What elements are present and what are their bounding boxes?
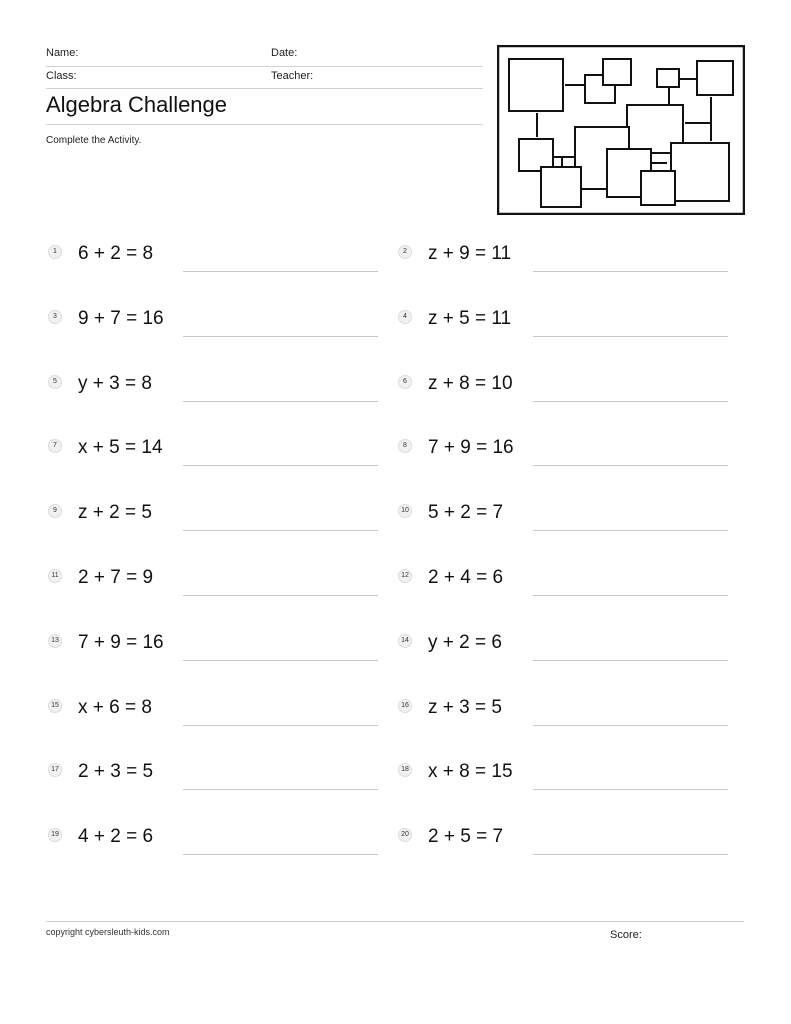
instructions: Complete the Activity. [46, 135, 142, 146]
problem-number: 19 [48, 828, 62, 842]
problem-item [48, 761, 408, 801]
problem-equation: x + 5 = 14 [78, 437, 163, 458]
answer-line[interactable] [533, 595, 728, 596]
problem-equation: x + 8 = 15 [428, 761, 513, 782]
problem-equation: z + 9 = 11 [428, 243, 512, 264]
problem-number: 16 [398, 699, 412, 713]
problem-number: 3 [48, 310, 62, 324]
connected-squares-illustration [497, 45, 745, 215]
answer-line[interactable] [183, 789, 378, 790]
problem-number: 10 [398, 504, 412, 518]
footer-divider [46, 921, 744, 922]
score-label: Score: [610, 929, 642, 941]
date-label: Date: [271, 47, 298, 59]
answer-line[interactable] [183, 530, 378, 531]
problem-number: 8 [398, 439, 412, 453]
problem-equation: 2 + 4 = 6 [428, 567, 504, 588]
problem-item [48, 826, 408, 866]
problem-number: 6 [398, 375, 412, 389]
problem-item [398, 826, 758, 866]
problem-number: 11 [48, 569, 62, 583]
problem-equation: 2 + 7 = 9 [78, 567, 154, 588]
problem-item [48, 567, 408, 607]
problem-item [398, 567, 758, 607]
answer-line[interactable] [533, 336, 728, 337]
answer-line[interactable] [183, 725, 378, 726]
problem-number: 17 [48, 763, 62, 777]
class-field-line[interactable] [46, 88, 483, 89]
problem-item [398, 502, 758, 542]
copyright-text: copyright cybersleuth-kids.com [46, 927, 170, 937]
problem-item [398, 761, 758, 801]
problem-item [48, 308, 408, 348]
problem-number: 20 [398, 828, 412, 842]
problem-equation: x + 6 = 8 [78, 697, 152, 718]
problem-item [48, 502, 408, 542]
problem-number: 15 [48, 699, 62, 713]
answer-line[interactable] [183, 660, 378, 661]
answer-line[interactable] [533, 660, 728, 661]
problem-equation: 4 + 2 = 6 [78, 826, 154, 847]
problem-number: 13 [48, 634, 62, 648]
answer-line[interactable] [183, 271, 378, 272]
problem-number: 4 [398, 310, 412, 324]
answer-line[interactable] [183, 336, 378, 337]
problem-equation: 2 + 5 = 7 [428, 826, 504, 847]
problem-equation: 6 + 2 = 8 [78, 243, 154, 264]
problem-item [398, 632, 758, 672]
problem-number: 9 [48, 504, 62, 518]
answer-line[interactable] [533, 854, 728, 855]
problem-item [398, 308, 758, 348]
problem-item [398, 243, 758, 283]
problem-item [398, 697, 758, 737]
problem-item [48, 243, 408, 283]
problem-item [48, 697, 408, 737]
problem-number: 2 [398, 245, 412, 259]
answer-line[interactable] [183, 401, 378, 402]
problem-number: 14 [398, 634, 412, 648]
answer-line[interactable] [183, 854, 378, 855]
name-field-line[interactable] [46, 66, 483, 67]
answer-line[interactable] [533, 465, 728, 466]
answer-line[interactable] [183, 595, 378, 596]
answer-line[interactable] [183, 465, 378, 466]
answer-line[interactable] [533, 271, 728, 272]
answer-line[interactable] [533, 725, 728, 726]
problem-number: 18 [398, 763, 412, 777]
title-underline [46, 124, 483, 125]
answer-line[interactable] [533, 789, 728, 790]
problem-equation: z + 5 = 11 [428, 308, 512, 329]
problem-item [398, 437, 758, 477]
problem-item [48, 632, 408, 672]
problem-number: 5 [48, 375, 62, 389]
page-title: Algebra Challenge [46, 92, 228, 117]
problem-equation: 5 + 2 = 7 [428, 502, 504, 523]
problem-equation: 7 + 9 = 16 [78, 632, 164, 653]
problem-equation: 9 + 7 = 16 [78, 308, 164, 329]
teacher-label: Teacher: [271, 70, 314, 82]
problem-equation: 2 + 3 = 5 [78, 761, 154, 782]
answer-line[interactable] [533, 401, 728, 402]
name-label: Name: [46, 47, 79, 59]
problem-number: 7 [48, 439, 62, 453]
problem-equation: y + 2 = 6 [428, 632, 502, 653]
problem-item [48, 373, 408, 413]
problem-item [48, 437, 408, 477]
problem-equation: z + 3 = 5 [428, 697, 502, 718]
problem-equation: z + 8 = 10 [428, 373, 513, 394]
problem-equation: 7 + 9 = 16 [428, 437, 514, 458]
problem-number: 1 [48, 245, 62, 259]
problem-equation: y + 3 = 8 [78, 373, 152, 394]
answer-line[interactable] [533, 530, 728, 531]
class-label: Class: [46, 70, 77, 82]
problem-number: 12 [398, 569, 412, 583]
problem-equation: z + 2 = 5 [78, 502, 152, 523]
problem-item [398, 373, 758, 413]
